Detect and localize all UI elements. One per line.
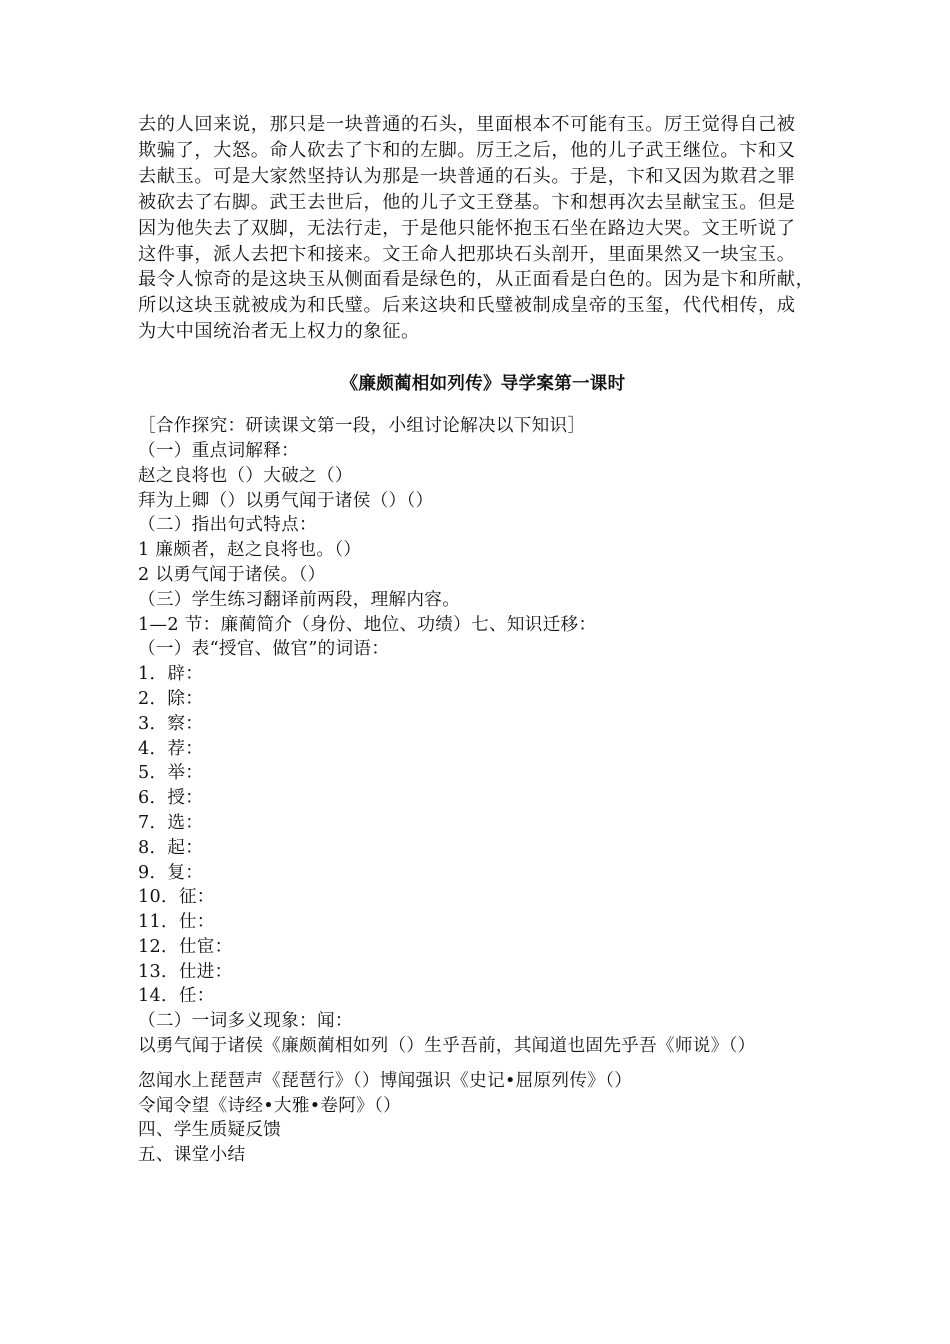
list-item: 13．仕进： bbox=[138, 961, 233, 982]
section-heading: 四、学生质疑反馈 bbox=[138, 1120, 282, 1141]
story-line: 去的人回来说，那只是一块普通的石头，里面根本不可能有玉。厉王觉得自己被 bbox=[138, 114, 796, 135]
section-heading: （二）一词多义现象：闻： bbox=[138, 1011, 353, 1032]
list-item: 9．复： bbox=[138, 862, 204, 883]
story-line: 欺骗了，大怒。命人砍去了卞和的左脚。厉王之后，他的儿子武王继位。卞和又 bbox=[138, 139, 796, 161]
list-item: 10．征： bbox=[138, 887, 215, 908]
story-line: 为大中国统治者无上权力的象征。 bbox=[138, 321, 420, 343]
exercise-line: 令闻令望《诗经•大雅•卷阿》（） bbox=[138, 1095, 402, 1116]
story-line: 因为他失去了双脚，无法行走，于是他只能怀抱玉石坐在路边大哭。文王听说了 bbox=[138, 217, 796, 239]
worksheet-body bbox=[138, 414, 828, 1168]
list-item: 14．任： bbox=[138, 986, 215, 1007]
list-item: 6．授： bbox=[138, 788, 204, 809]
list-item: 12．仕宦： bbox=[138, 936, 233, 957]
exercise-line: 1 廉颇者，赵之良将也。（） bbox=[138, 540, 362, 561]
section-header: ［合作探究：研读课文第一段，小组讨论解决以下知识］ bbox=[138, 416, 586, 437]
exercise-line: 忽闻水上琵琶声《琵琶行》（）博闻强识《史记•屈原列传》（） bbox=[138, 1070, 633, 1091]
section-heading: （一）重点词解释： bbox=[138, 440, 300, 461]
exercise-line: 拜为上卿（）以勇气闻于诸侯（）（） bbox=[138, 490, 434, 511]
list-item: 4．荐： bbox=[138, 738, 204, 759]
list-item: 8．起： bbox=[138, 837, 204, 858]
story-line: 去献玉。可是大家然坚持认为那是一块普通的石头。于是，卞和又因为欺君之罪 bbox=[138, 165, 796, 187]
exercise-line: 以勇气闻于诸侯《廉颇蔺相如列（）生乎吾前，其闻道也固先乎吾《师说》（） bbox=[138, 1036, 756, 1057]
story-line: 被砍去了右脚。武王去世后，他的儿子文王登基。卞和想再次去呈献宝玉。但是 bbox=[138, 191, 796, 213]
list-item: 3．察： bbox=[138, 713, 204, 734]
list-item: 11．仕： bbox=[138, 912, 215, 933]
exercise-line: 1—2 节：廉蔺简介（身份、地位、功绩）七、知识迁移： bbox=[138, 614, 597, 635]
lesson-title: 《廉颇蔺相如列传》导学案第一课时 bbox=[340, 374, 626, 395]
story-line: 最令人惊奇的是这块玉从侧面看是绿色的，从正面看是白色的。因为是卞和所献， bbox=[138, 269, 815, 291]
list-item: 2．除： bbox=[138, 688, 204, 709]
exercise-line: 2 以勇气闻于诸侯。（） bbox=[138, 564, 326, 585]
list-item: 5．举： bbox=[138, 763, 204, 784]
exercise-line: 赵之良将也（）大破之（） bbox=[138, 465, 353, 486]
section-heading: 五、课堂小结 bbox=[138, 1145, 246, 1166]
story-line: 这件事，派人去把卞和接来。文王命人把那块石头剖开，里面果然又一块宝玉。 bbox=[138, 243, 796, 265]
list-item: 7．选： bbox=[138, 812, 204, 833]
list-item: 1．辟： bbox=[138, 664, 204, 685]
story-line: 所以这块玉就被成为和氏璧。后来这块和氏璧被制成皇帝的玉玺，代代相传，成 bbox=[138, 295, 796, 317]
section-heading: （一）表“授官、做官”的词语： bbox=[138, 639, 390, 660]
document-page bbox=[138, 112, 828, 1168]
section-heading: （三）学生练习翻译前两段，理解内容。 bbox=[138, 589, 461, 610]
section-heading: （二）指出句式特点： bbox=[138, 515, 317, 536]
story-paragraph bbox=[138, 112, 828, 345]
